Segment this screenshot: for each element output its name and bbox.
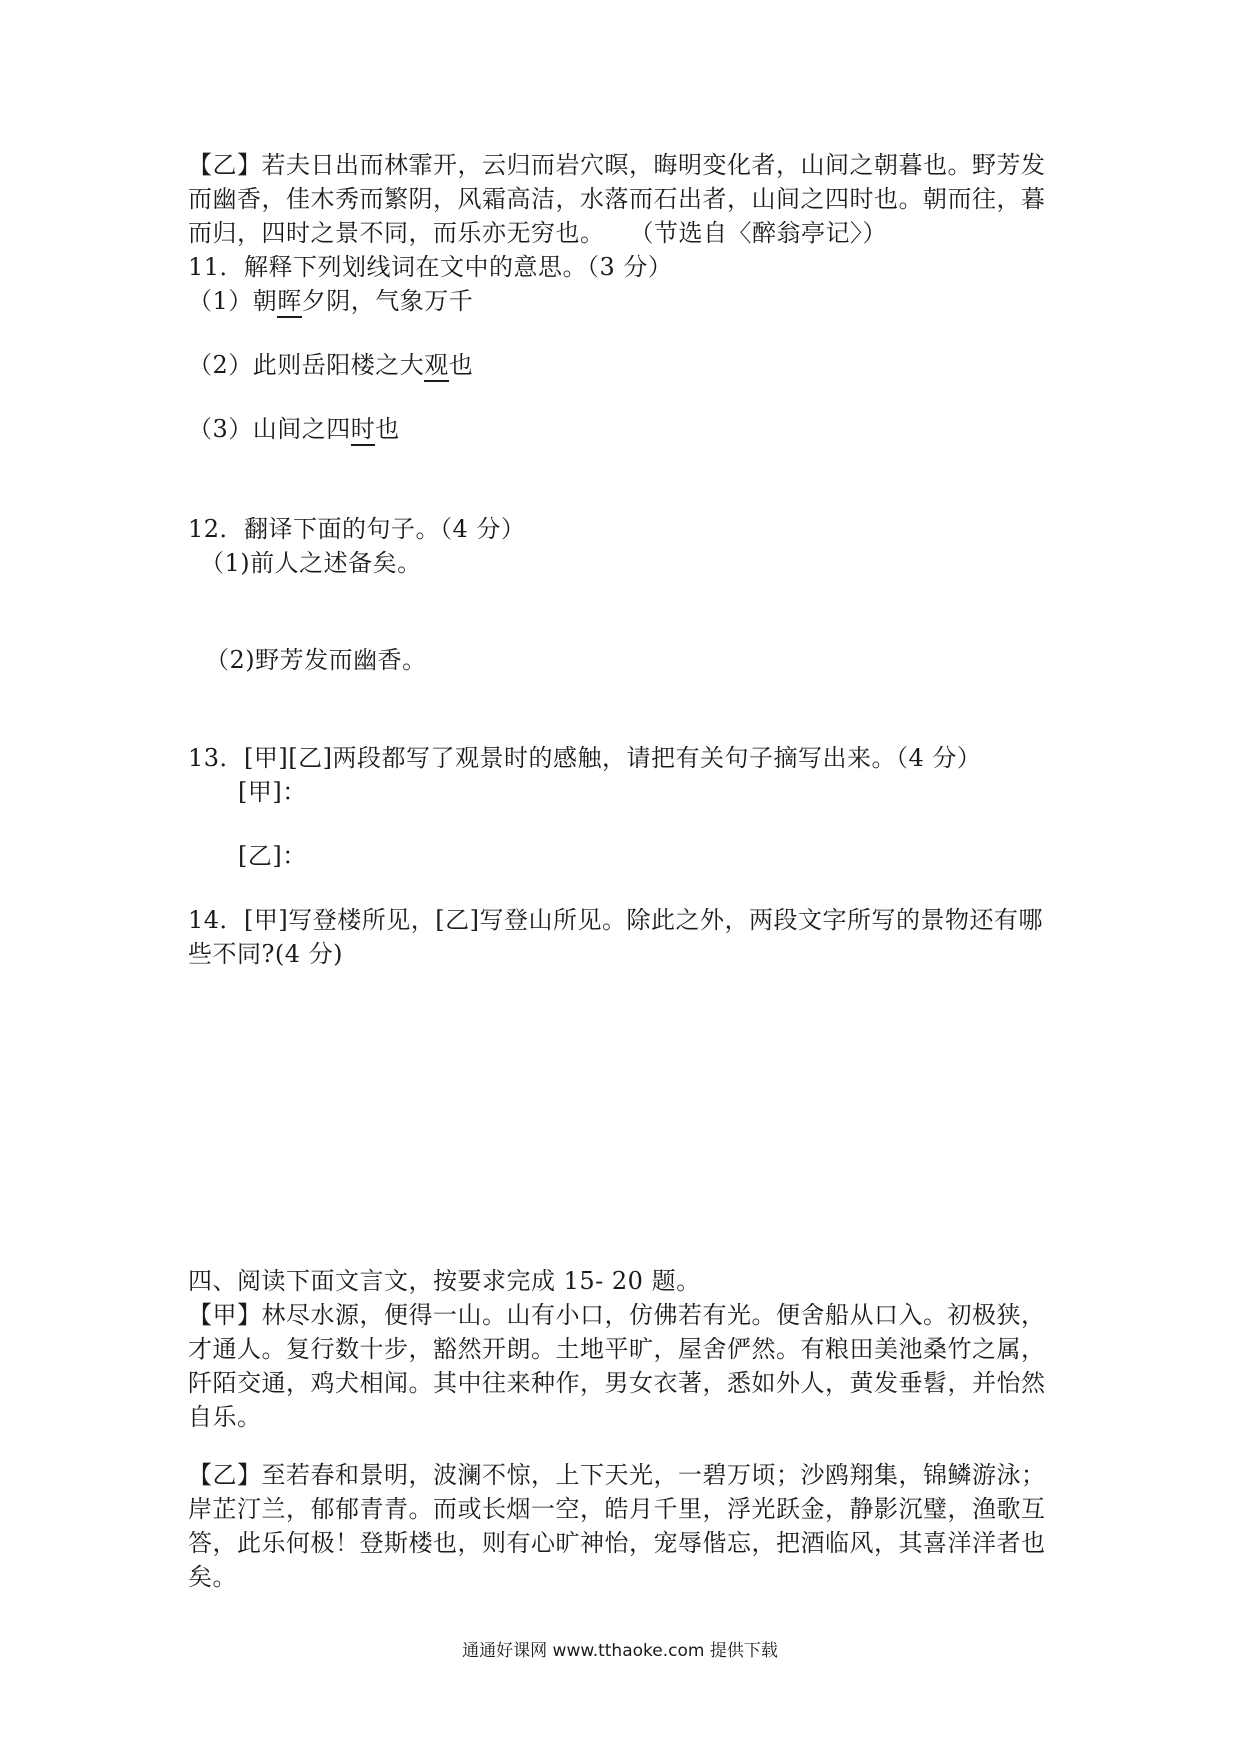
q13-title: 13．[甲][乙]两段都写了观景时的感触，请把有关句子摘写出来。（4 分） <box>188 744 982 772</box>
q11-item-3-post: 也 <box>375 415 400 443</box>
q14-line-1: 14．[甲]写登楼所见，[乙]写登山所见。除此之外，两段文字所写的景物还有哪 <box>188 906 1043 934</box>
q11-item-3-underlined: 时 <box>351 415 376 446</box>
section4-yi-line-1: 【乙】至若春和景明，波澜不惊，上下天光，一碧万顷；沙鸥翔集，锦鳞游泳； <box>188 1461 1046 1489</box>
q11-item-3-pre: （3）山间之四 <box>188 415 351 443</box>
q13-yi-label: [乙]： <box>238 842 307 870</box>
section4-jia-line-4: 自乐。 <box>188 1403 262 1431</box>
q11-item-2 <box>188 348 473 382</box>
page-footer: 通通好课网 www.tthaoke.com 提供下载 <box>462 1641 778 1661</box>
section4-title: 四、阅读下面文言文，按要求完成 15- 20 题。 <box>188 1267 701 1295</box>
q11-item-2-underlined: 观 <box>424 351 449 382</box>
q11-item-2-pre: （2）此则岳阳楼之大 <box>188 351 425 379</box>
q14-line-2: 些不同?(4 分) <box>188 940 343 968</box>
section4-yi-line-2: 岸芷汀兰，郁郁青青。而或长烟一空，皓月千里，浮光跃金，静影沉璧，渔歌互 <box>188 1495 1046 1523</box>
q11-item-2-post: 也 <box>448 351 474 379</box>
q11-item-1-pre: （1）朝 <box>188 287 278 315</box>
q13-jia-label: [甲]： <box>238 778 307 806</box>
q11-item-1 <box>188 284 473 318</box>
section4-jia-line-3: 阡陌交通，鸡犬相闻。其中往来种作，男女衣著，悉如外人，黄发垂髫，并怡然 <box>188 1369 1046 1397</box>
q12-item-2: （2)野芳发而幽香。 <box>205 646 427 674</box>
passage-yi-line-3: 而归，四时之景不同，而乐亦无穷也。 （节选自〈醉翁亭记〉） <box>188 219 887 247</box>
q11-item-3 <box>188 412 400 446</box>
passage-yi-line-2: 而幽香，佳木秀而繁阴，风霜高洁，水落而石出者，山间之四时也。朝而往，暮 <box>188 185 1046 213</box>
q11-item-1-underlined: 晖 <box>277 287 302 318</box>
q11-item-1-post: 夕阴，气象万千 <box>301 287 474 315</box>
q12-item-1: （1)前人之述备矣。 <box>200 549 422 577</box>
q12-title: 12．翻译下面的句子。（4 分） <box>188 515 526 543</box>
section4-jia-line-2: 才通人。复行数十步，豁然开朗。土地平旷，屋舍俨然。有粮田美池桑竹之属， <box>188 1335 1046 1363</box>
section4-jia-line-1: 【甲】林尽水源，便得一山。山有小口，仿佛若有光。便舍船从口入。初极狭， <box>188 1301 1046 1329</box>
section4-yi-line-3: 答，此乐何极！登斯楼也，则有心旷神怡，宠辱偕忘，把酒临风，其喜洋洋者也 <box>188 1529 1046 1557</box>
passage-yi-line-1: 【乙】若夫日出而林霏开，云归而岩穴暝，晦明变化者，山间之朝暮也。野芳发 <box>188 151 1046 179</box>
section4-yi-line-4: 矣。 <box>188 1563 237 1591</box>
q11-title: 11．解释下列划线词在文中的意思。（3 分） <box>188 253 673 281</box>
